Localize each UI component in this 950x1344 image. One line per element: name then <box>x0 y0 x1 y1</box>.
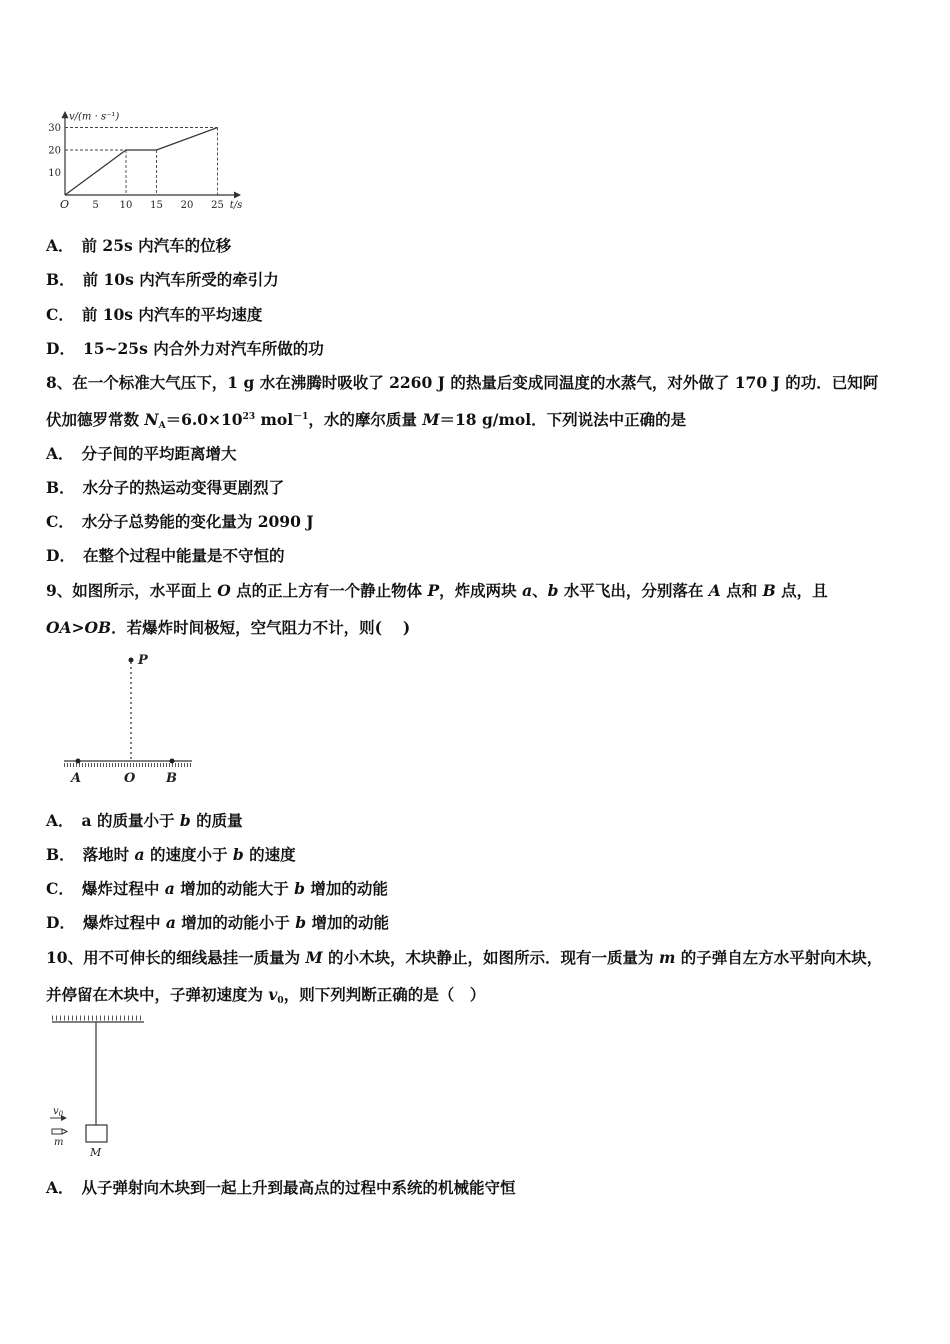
option-text: 增加的动能 <box>304 879 388 898</box>
option-label: B． <box>46 478 75 497</box>
pendulum-block-diagram <box>44 1012 154 1162</box>
text: 10、用不可伸长的细线悬挂一质量为 <box>46 948 306 967</box>
y-tick-label: 10 <box>48 168 61 179</box>
text: 点的正上方有一个静止物体 <box>230 581 428 600</box>
option-label: A． <box>46 236 74 255</box>
var: v <box>268 985 278 1004</box>
avogadro-symbol: N <box>144 410 159 429</box>
var: b <box>294 879 305 898</box>
var: B <box>762 581 776 600</box>
a-label: A <box>71 771 82 786</box>
text: ＝6.0×10 <box>165 410 243 429</box>
var: A <box>708 581 721 600</box>
option-text: 的速度小于 <box>144 845 233 864</box>
q8-option-d <box>46 546 284 566</box>
option-text: 增加的动能 <box>306 913 389 932</box>
option-text: a 的质量小于 <box>81 811 180 830</box>
var: b <box>232 845 244 864</box>
q9-stem-line2 <box>46 618 410 638</box>
var: m <box>658 948 676 967</box>
var: M <box>305 948 323 967</box>
p-label: P <box>138 653 148 668</box>
o-label: O <box>124 771 136 786</box>
bullet-tip <box>62 1129 67 1134</box>
option-text: 水分子总势能的变化量为 2090 J <box>81 512 314 531</box>
object-p-dot <box>129 658 134 663</box>
text: 伏加德罗常数 <box>46 410 145 429</box>
var: P <box>427 581 440 600</box>
q10-option-a <box>46 1178 516 1198</box>
q8-option-b <box>46 478 284 498</box>
point-b-dot <box>170 759 175 764</box>
q9-option-c <box>46 879 388 899</box>
q8-option-c <box>46 512 314 532</box>
var: a <box>134 845 145 864</box>
option-text: 前 10s 内汽车的平均速度 <box>81 305 263 324</box>
option-text: 在整个过程中能量是不守恒的 <box>82 546 285 565</box>
q9-option-d <box>46 913 389 933</box>
option-text: 落地时 <box>82 845 135 864</box>
text: ＝18 g/mol．下列说法中正确的是 <box>439 410 687 429</box>
text: ，则下列判断正确的是（ ） <box>283 985 486 1004</box>
option-label: C． <box>46 512 74 531</box>
molar-mass-symbol: M <box>422 410 440 429</box>
text: 水平飞出，分别落在 <box>558 581 709 600</box>
vt-chart-svg <box>40 96 270 216</box>
velocity-line <box>65 128 218 196</box>
option-label: A． <box>46 811 74 830</box>
option-text: 的速度 <box>243 845 296 864</box>
var: a <box>522 581 533 600</box>
option-text: 爆炸过程中 <box>82 913 166 932</box>
point-a-dot <box>76 759 81 764</box>
option-label: D． <box>46 339 75 358</box>
y-tick-label: 30 <box>48 123 61 134</box>
x-tick-label: 20 <box>180 200 194 211</box>
subscript: 0 <box>277 996 284 1006</box>
var: b <box>179 811 191 830</box>
var: O <box>217 581 231 600</box>
text: 并停留在木块中，子弹初速度为 <box>46 985 269 1004</box>
small-m-label: m <box>54 1137 64 1148</box>
option-text: 爆炸过程中 <box>81 879 165 898</box>
q7-option-d <box>46 339 324 359</box>
explosion-diagram <box>56 648 206 788</box>
option-text: 增加的动能大于 <box>174 879 295 898</box>
block-m <box>86 1125 107 1142</box>
x-tick-label: 15 <box>150 200 163 211</box>
option-text: 15~25s 内合外力对汽车所做的功 <box>82 339 324 358</box>
y-tick-label: 20 <box>48 145 61 157</box>
q8-stem-line1: 8、在一个标准大气压下，1 g 水在沸腾时吸收了 2260 J 的热量后变成同温度的水蒸气，对外做了 170 J 的功．已知阿 <box>46 373 879 392</box>
option-text: 从子弹射向木块到一起上升到最高点的过程中系统的机械能守恒 <box>81 1178 516 1197</box>
option-label: C． <box>46 305 74 324</box>
b-label: B <box>166 771 177 786</box>
var: a <box>164 879 175 898</box>
subscript: A <box>158 421 166 431</box>
q10-stem-line1 <box>46 948 882 968</box>
var: b <box>547 581 559 600</box>
q9-option-b <box>46 845 296 865</box>
option-label: D． <box>46 913 75 932</box>
q9-stem-line1 <box>46 581 828 601</box>
text: 的小木块，木块静止，如图所示．现有一质量为 <box>322 948 659 967</box>
y-axis-label: v/(m · s⁻¹) <box>69 111 120 123</box>
option-text: 增加的动能小于 <box>175 913 296 932</box>
option-text: 分子间的平均距离增大 <box>81 444 237 463</box>
x-tick-label: 10 <box>119 200 133 211</box>
big-m-label: M <box>90 1146 102 1159</box>
option-label: A． <box>46 444 74 463</box>
v0-label <box>53 1106 64 1118</box>
var: OA>OB <box>46 618 112 637</box>
option-label: C． <box>46 879 74 898</box>
text: 、 <box>532 581 548 600</box>
x-tick-label: 25 <box>211 200 224 211</box>
option-label: A． <box>46 1178 74 1197</box>
velocity-time-graph <box>40 96 270 216</box>
q8-stem-line2 <box>46 410 686 430</box>
text: mol <box>255 410 294 429</box>
q7-option-c <box>46 305 262 325</box>
text: 点和 <box>720 581 763 600</box>
q8-option-a <box>46 444 237 464</box>
x-tick-label: 5 <box>92 200 99 211</box>
option-text: 的质量 <box>190 811 243 830</box>
x-axis-label: t/s <box>229 200 243 211</box>
q9-option-a <box>46 811 243 831</box>
v-letter: v <box>53 1106 59 1117</box>
option-label: D． <box>46 546 75 565</box>
q7-option-b <box>46 270 279 290</box>
option-label: B． <box>46 845 75 864</box>
q7-option-a <box>46 236 231 256</box>
q10-stem-line2 <box>46 985 485 1005</box>
bullet <box>52 1129 62 1134</box>
explosion-diagram-svg <box>56 648 206 788</box>
text: 点，且 <box>775 581 828 600</box>
option-text: 前 10s 内汽车所受的牵引力 <box>82 270 279 289</box>
text: ，炸成两块 <box>439 581 523 600</box>
v-subscript: 0 <box>58 1110 64 1118</box>
option-label: B． <box>46 270 75 289</box>
exponent: －1 <box>293 412 309 422</box>
var: b <box>295 913 307 932</box>
option-text: 前 25s 内汽车的位移 <box>81 236 232 255</box>
text: 的子弹自左方水平射向木块， <box>675 948 883 967</box>
text: ．若爆炸时间极短，空气阻力不计，则( ) <box>111 618 411 637</box>
origin-label: O <box>60 198 70 211</box>
text: ，水的摩尔质量 <box>308 410 423 429</box>
text: 9、如图所示，水平面上 <box>46 581 218 600</box>
pendulum-diagram-svg <box>44 1012 154 1162</box>
exponent: 23 <box>242 412 256 422</box>
option-text: 水分子的热运动变得更剧烈了 <box>82 478 285 497</box>
var: a <box>165 913 176 932</box>
